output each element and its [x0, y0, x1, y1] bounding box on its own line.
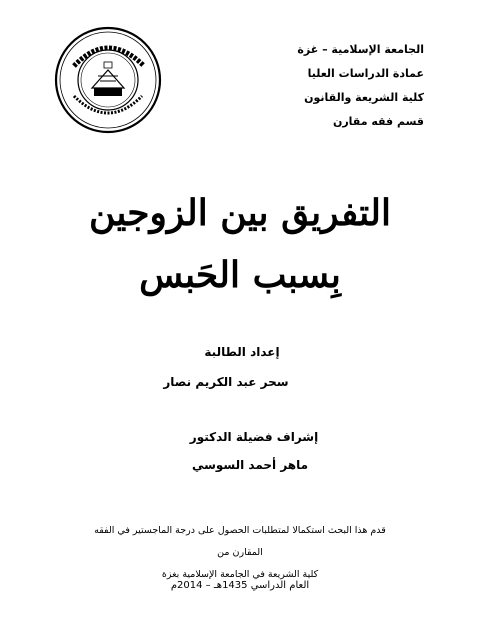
supervisor-label: إشراف فضيلة الدكتور — [189, 430, 319, 444]
deanship-name: عمادة الدراسات العليا — [307, 67, 424, 80]
student-label: إعداد الطالبة — [204, 345, 280, 359]
university-seal-logo — [54, 26, 162, 134]
institution-block — [254, 38, 424, 134]
university-name: الجامعة الإسلامية – غزة — [297, 43, 424, 56]
submission-statement — [90, 520, 390, 586]
department-name: قسم فقه مقارن — [332, 115, 424, 128]
faculty-name: كلية الشريعة والقانون — [304, 91, 424, 104]
thesis-title-line2: بِسبب الحَبس — [139, 254, 341, 296]
thesis-title-line1: التفريق بين الزوجين — [88, 192, 392, 234]
submission-line1: قدم هذا البحث استكمالا لمتطلبات الحصول على درجة الماجستير في الفقه المقارن من — [94, 525, 386, 558]
student-name: سحر عبد الكريم نصار — [163, 375, 289, 389]
supervisor-name: ماهر أحمد السوسي — [191, 458, 309, 472]
academic-year: العام الدراسي 1435هـ – 2014م — [170, 580, 310, 591]
submission-line2: كلية الشريعة في الجامعة الإسلامية بغزة — [161, 569, 319, 580]
